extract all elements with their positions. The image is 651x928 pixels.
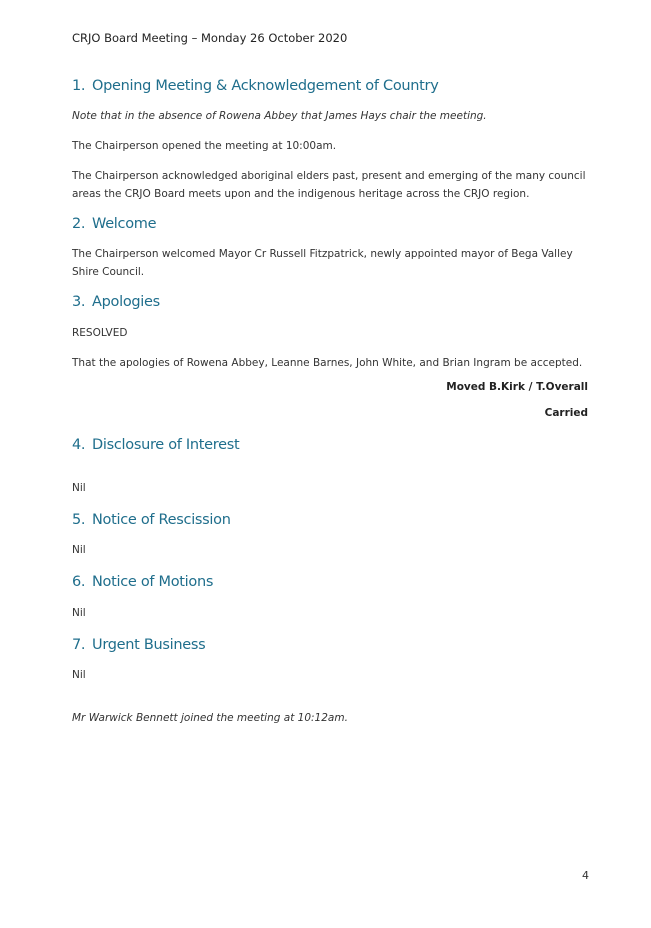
- section-title: Opening Meeting & Acknowledgement of Country: [92, 78, 439, 94]
- nil-text-5: Nil: [72, 544, 86, 556]
- section-heading-4: [72, 437, 239, 453]
- section-number: 1.: [72, 78, 86, 94]
- section-number: 7.: [72, 637, 86, 653]
- section-title: Apologies: [92, 294, 160, 310]
- section-title: Urgent Business: [92, 637, 206, 653]
- nil-text-6: Nil: [72, 607, 86, 619]
- carried-label: Carried: [544, 407, 588, 419]
- nil-text-4: Nil: [72, 482, 86, 494]
- section-heading-5: [72, 512, 231, 528]
- section-number: 2.: [72, 216, 86, 232]
- resolved-label: RESOLVED: [72, 327, 128, 339]
- section-heading-7: [72, 637, 205, 653]
- section-number: 3.: [72, 294, 86, 310]
- section-title: Notice of Motions: [92, 574, 214, 590]
- meeting-opened-text: The Chairperson opened the meeting at 10:00am.: [72, 140, 337, 152]
- section-title: Notice of Rescission: [92, 512, 231, 528]
- acknowledgement-text: The Chairperson acknowledged aboriginal elders past, present and emerging of the many council areas the CRJO Board meets upon and the indigenous heritage across the CRJO region.: [72, 170, 586, 200]
- welcome-text: The Chairperson welcomed Mayor Cr Russell Fitzpatrick, newly appointed mayor of Bega Valley Shire Council.: [72, 248, 573, 278]
- page-header: CRJO Board Meeting – Monday 26 October 2020: [72, 31, 348, 45]
- section-number: 5.: [72, 512, 86, 528]
- section-number: 6.: [72, 574, 86, 590]
- apologies-text: That the apologies of Rowena Abbey, Leanne Barnes, John White, and Brian Ingram be accepted.: [72, 357, 583, 369]
- section-title: Disclosure of Interest: [92, 437, 240, 453]
- nil-text-7: Nil: [72, 669, 86, 681]
- section-heading-1: [72, 78, 439, 94]
- section-heading-3: [72, 294, 160, 310]
- chair-note: Note that in the absence of Rowena Abbey that James Hays chair the meeting.: [72, 110, 487, 122]
- section-heading-6: [72, 574, 213, 590]
- section-number: 4.: [72, 437, 86, 453]
- moved-by: Moved B.Kirk / T.Overall: [446, 381, 588, 393]
- section-heading-2: [72, 216, 156, 232]
- page-number: 4: [582, 869, 589, 882]
- arrival-note: Mr Warwick Bennett joined the meeting at 10:12am.: [72, 712, 348, 724]
- section-title: Welcome: [92, 216, 157, 232]
